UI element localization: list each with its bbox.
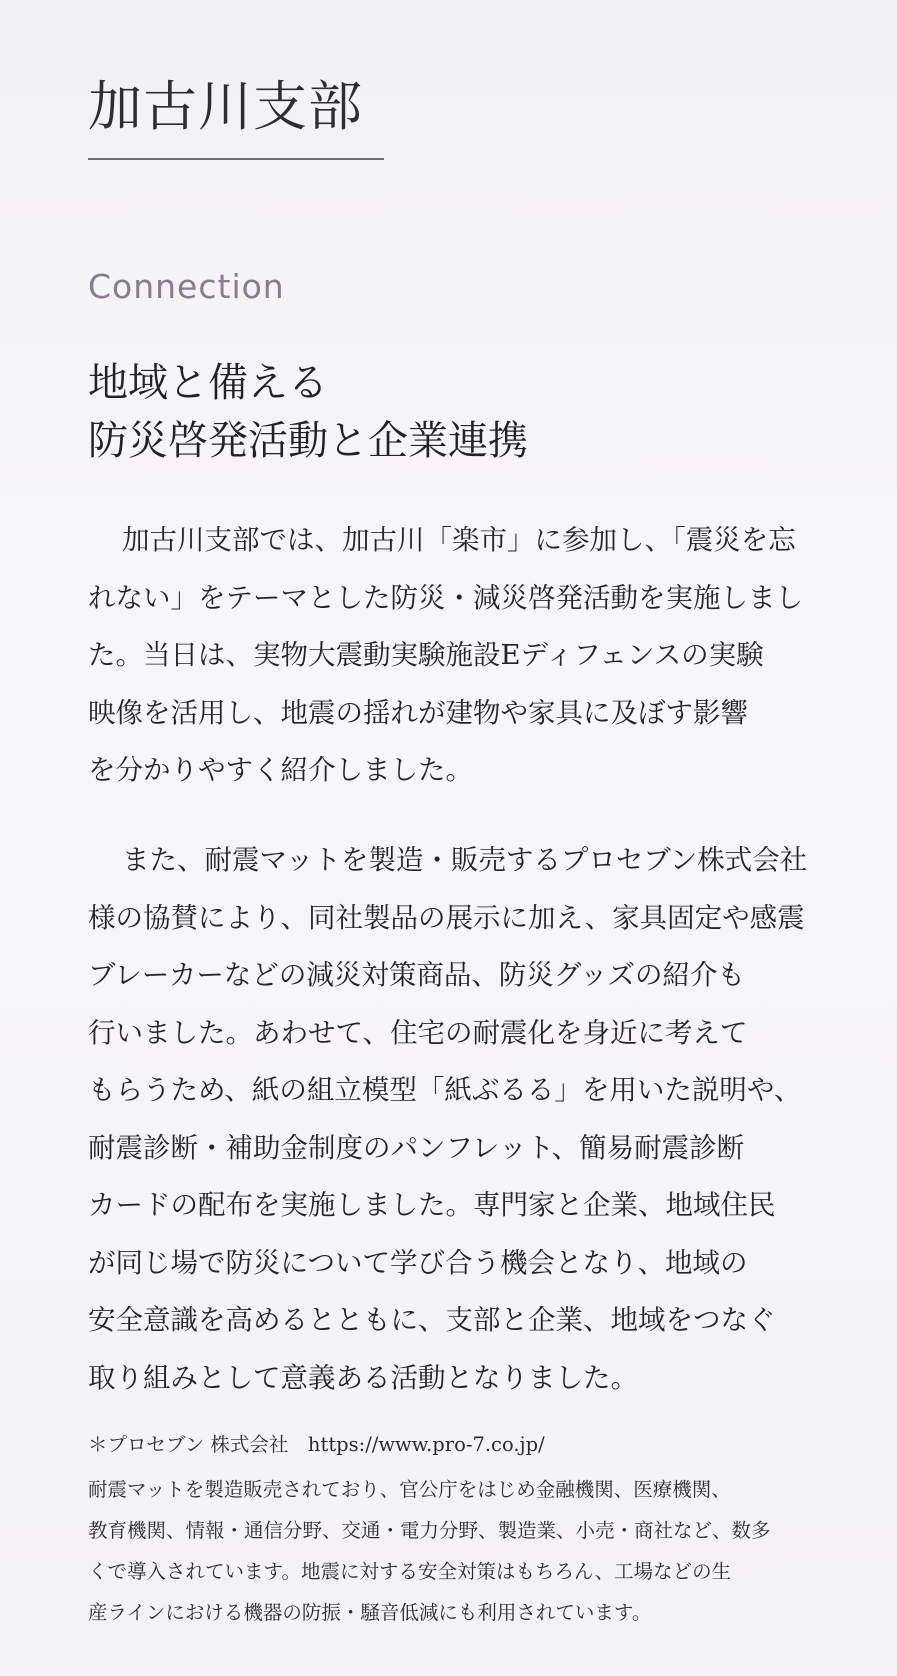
footnote-heading: ＊プロセブン 株式会社 https://www.pro-7.co.jp/: [88, 1433, 545, 1456]
title-underline: [88, 158, 384, 160]
paragraph-line: また、耐震マットを製造・販売するプロセブン株式会社: [122, 844, 808, 876]
paragraph-line: 取り組みとして意義ある活動となりました。: [88, 1361, 638, 1394]
footnote: [88, 1424, 771, 1633]
paragraph-line: が同じ場で防災について学び合う機会となり、地域の: [88, 1246, 748, 1279]
footnote-line: 教育機関、情報・通信分野、交通・電力分野、製造業、小売・商社など、数多: [88, 1519, 771, 1542]
footnote-line: 産ラインにおける機器の防振・騒音低減にも利用されています。: [88, 1601, 652, 1624]
article-headline: [88, 354, 528, 470]
paragraph-line: 映像を活用し、地震の揺れが建物や家具に及ぼす影響: [88, 696, 748, 729]
footnote-line: くで導入されています。地震に対する安全対策はもちろん、工場などの生: [88, 1560, 732, 1583]
headline-line: 地域と備える: [88, 360, 328, 406]
headline-line: 防災啓発活動と企業連携: [88, 418, 528, 464]
body-paragraph: [88, 832, 807, 1407]
footnote-line: 耐震マットを製造販売されており、官公庁をはじめ金融機関、医療機関、: [88, 1478, 731, 1501]
paragraph-line: ブレーカーなどの減災対策商品、防災グッズの紹介も: [88, 959, 745, 991]
paragraph-line: を分かりやすく紹介しました。: [88, 754, 473, 786]
paragraph-line: た。当日は、実物大震動実験施設Eディフェンスの実験: [88, 639, 764, 671]
paragraph-line: 加古川支部では、加古川「楽市」に参加し、「震災を忘: [122, 524, 796, 556]
article-kicker: Connection: [88, 267, 285, 306]
body-paragraph: [88, 512, 803, 800]
paragraph-line: カードの配布を実施しました。専門家と企業、地域住民: [88, 1189, 776, 1221]
paragraph-line: もらうため、紙の組立模型「紙ぶるる」を用いた説明や、: [88, 1074, 802, 1106]
section-title: 加古川支部: [88, 75, 363, 138]
paragraph-line: れない」をテーマとした防災・減災啓発活動を実施しまし: [88, 581, 803, 614]
paragraph-line: 行いました。あわせて、住宅の耐震化を身近に考えて: [88, 1016, 748, 1049]
paragraph-line: 様の協賛により、同社製品の展示に加え、家具固定や感震: [88, 901, 805, 934]
paragraph-line: 耐震診断・補助金制度のパンフレット、簡易耐震診断: [88, 1131, 745, 1164]
paragraph-line: 安全意識を高めるとともに、支部と企業、地域をつなぐ: [88, 1304, 776, 1336]
